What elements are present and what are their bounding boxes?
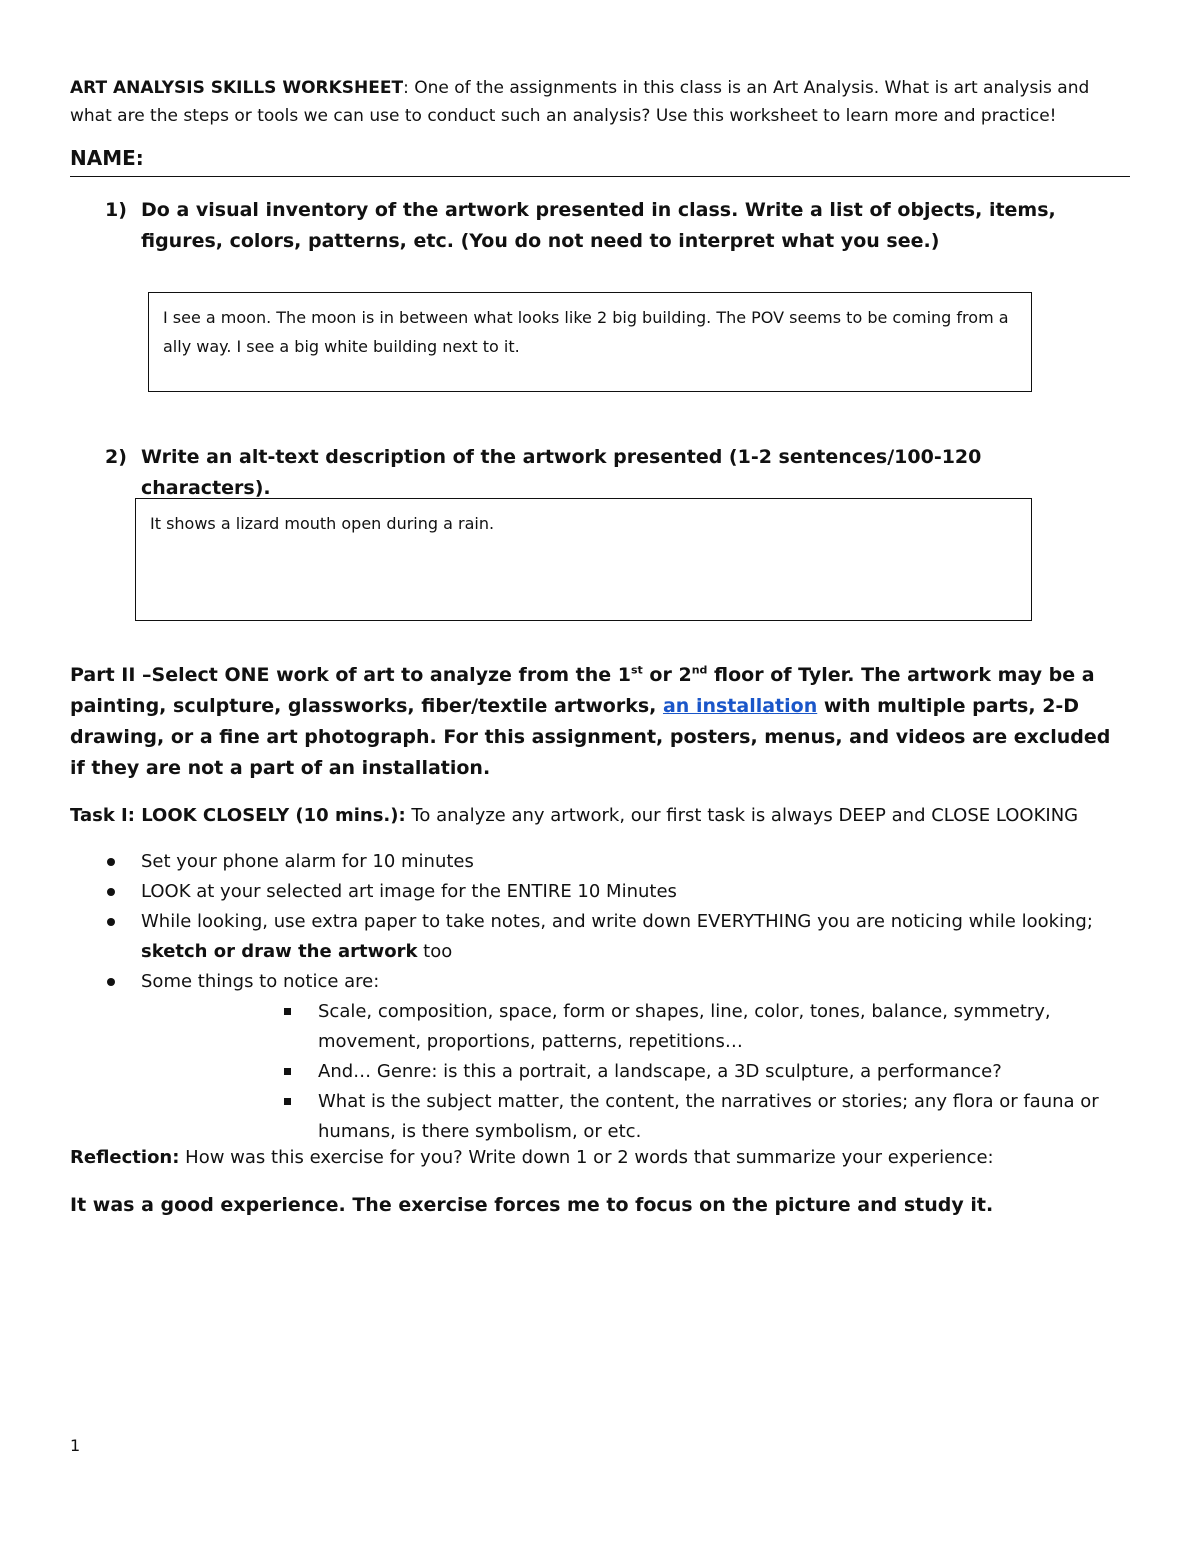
page-number: 1: [70, 1436, 81, 1455]
sub-bullet-text: And… Genre: is this a portrait, a landscape, a 3D sculpture, a performance?: [318, 1061, 1002, 1082]
list-item: [141, 1057, 1105, 1087]
part-2-sup-nd: nd: [691, 663, 708, 677]
bullet-bold-text: sketch or draw the artwork: [141, 941, 418, 962]
task-1-bullet-list: [105, 847, 1105, 1147]
list-item: [141, 997, 1105, 1057]
intro-text: : One of the assignments in this class is an Art Analysis. What is art analysis and what are the steps or tools we can use to conduct such an analysis? Use this worksheet to learn more and practice!: [70, 78, 1090, 126]
reflection-text: How was this exercise for you? Write down 1 or 2 words that summarize your experience:: [179, 1147, 994, 1168]
square-bullet-icon: [284, 1068, 291, 1075]
sub-bullet-list: [141, 997, 1105, 1147]
answer-2-text: It shows a lizard mouth open during a rain.: [150, 514, 495, 533]
part-2-or: or 2: [642, 664, 692, 686]
sub-bullet-text: What is the subject matter, the content, the narratives or stories; any flora or fauna or humans, is there symbolism, or etc.: [318, 1091, 1099, 1142]
answer-box-1[interactable]: [148, 292, 1032, 392]
bullet-text: Set your phone alarm for 10 minutes: [141, 851, 474, 872]
part-2-sup-st: st: [631, 663, 643, 677]
question-1: [105, 195, 1065, 257]
intro-paragraph: [70, 74, 1130, 130]
part-2-instructions: [70, 660, 1130, 784]
bullet-text: LOOK at your selected art image for the ENTIRE 10 Minutes: [141, 881, 677, 902]
reflection-lead: Reflection:: [70, 1147, 180, 1168]
square-bullet-icon: [284, 1098, 291, 1105]
reflection-answer[interactable]: It was a good experience. The exercise forces me to focus on the picture and study it.: [70, 1194, 994, 1216]
bullet-text: Some things to notice are:: [141, 971, 380, 992]
list-item: [105, 847, 1105, 877]
question-1-text: Do a visual inventory of the artwork presented in class. Write a list of objects, items, figures, colors, patterns, etc. (You do not need to interpret what you see.): [141, 199, 1056, 252]
bullet-icon: [107, 888, 115, 896]
name-underline: [70, 176, 1130, 177]
question-2-number: 2): [105, 446, 127, 468]
installation-link[interactable]: an installation: [662, 695, 818, 717]
question-2: [105, 442, 1065, 504]
part-2-tail: with multiple parts, 2-D drawing, or a fine art photograph. For this assignment, posters, menus, and videos are excluded if they are not a part of an installation.: [70, 695, 1111, 779]
part-2-lead: Part II –Select ONE work of art to analyze from the 1: [70, 664, 631, 686]
list-item: [105, 907, 1105, 967]
reflection-prompt: [70, 1143, 1150, 1173]
name-label: NAME:: [70, 146, 144, 170]
worksheet-title: ART ANALYSIS SKILLS WORKSHEET: [70, 78, 404, 98]
sub-bullet-text: Scale, composition, space, form or shapes, line, color, tones, balance, symmetry, movement, proportions, patterns, repetitions…: [318, 1001, 1051, 1052]
list-item: [105, 967, 1105, 1147]
bullet-tail-text: too: [417, 941, 453, 962]
list-item: [141, 1087, 1105, 1147]
answer-1-text: I see a moon. The moon is in between what looks like 2 big building. The POV seems to be coming from a ally way. I see a big white building next to it.: [163, 308, 1009, 356]
question-1-number: 1): [105, 199, 127, 221]
answer-box-2[interactable]: [135, 498, 1032, 621]
bullet-text: While looking, use extra paper to take notes, and write down EVERYTHING you are noticing while looking;: [141, 911, 1093, 932]
task-1-heading: [70, 801, 1150, 831]
list-item: [105, 877, 1105, 907]
question-2-text: Write an alt-text description of the artwork presented (1-2 sentences/100-120 characters).: [141, 446, 982, 499]
task-1-lead: Task I: LOOK CLOSELY (10 mins.):: [70, 805, 406, 826]
bullet-icon: [107, 978, 115, 986]
task-1-text: To analyze any artwork, our first task is always DEEP and CLOSE LOOKING: [405, 805, 1079, 826]
square-bullet-icon: [284, 1008, 291, 1015]
bullet-icon: [107, 918, 115, 926]
bullet-icon: [107, 858, 115, 866]
part-2-rest: floor of Tyler. The artwork may be a painting, sculpture, glassworks, fiber/textile artworks,: [70, 664, 1095, 717]
